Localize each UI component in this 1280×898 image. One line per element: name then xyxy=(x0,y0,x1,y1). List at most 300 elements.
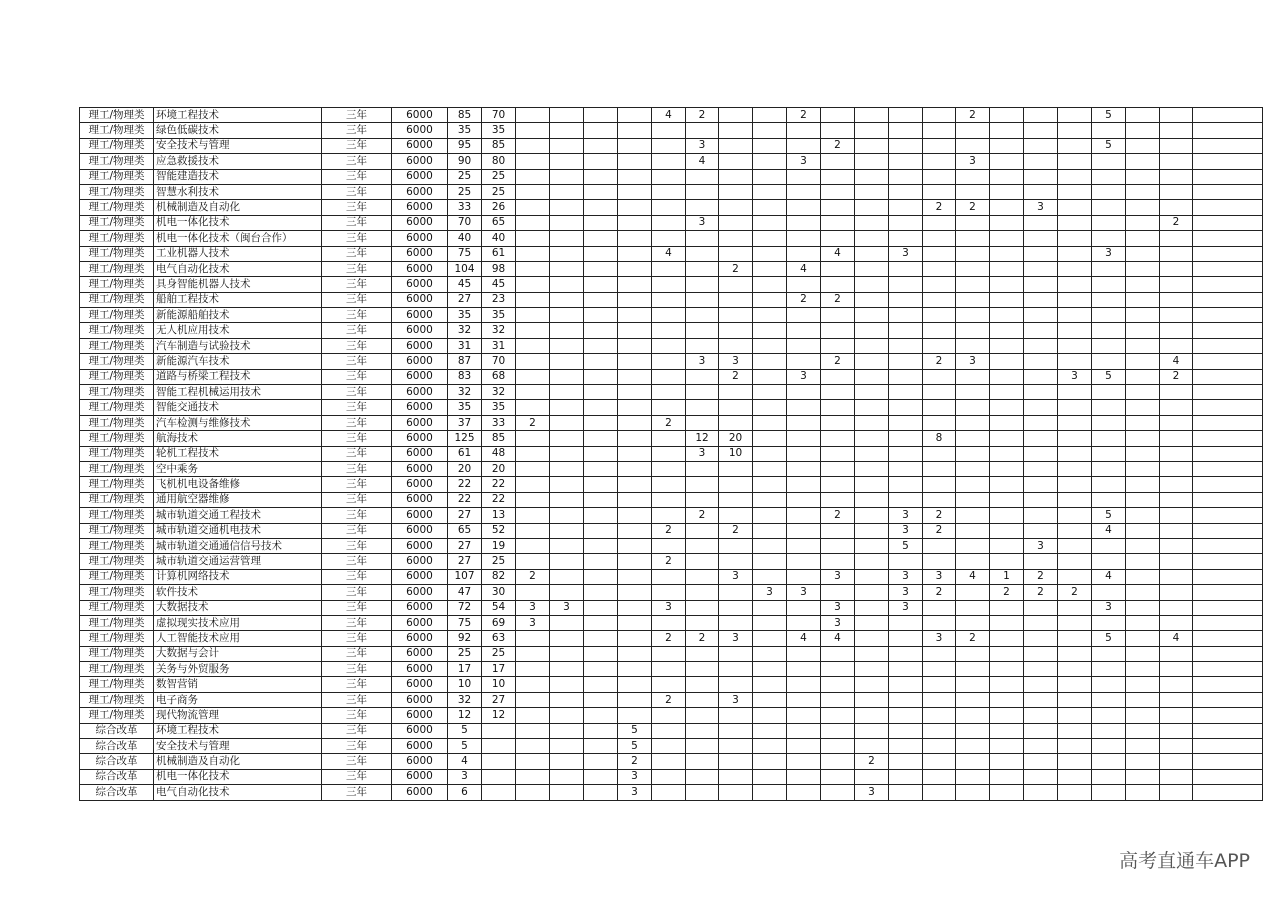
years-cell: 三年 xyxy=(322,323,392,338)
quota-cell xyxy=(584,246,618,261)
tuition-cell: 6000 xyxy=(392,169,448,184)
quota-cell xyxy=(686,461,719,476)
plan-count-cell: 25 xyxy=(448,646,482,661)
plan-count-cell: 35 xyxy=(448,123,482,138)
category-cell: 理工/物理类 xyxy=(80,446,154,461)
quota-cell xyxy=(1193,769,1263,784)
quota-cell xyxy=(516,631,550,646)
quota-cell xyxy=(1024,492,1058,507)
quota-cell xyxy=(787,754,821,769)
years-cell: 三年 xyxy=(322,492,392,507)
table-row xyxy=(80,754,1263,769)
quota-cell xyxy=(1193,600,1263,615)
quota-cell xyxy=(923,415,956,430)
quota-cell xyxy=(1160,308,1193,323)
quota-cell xyxy=(1126,508,1160,523)
quota-cell: 3 xyxy=(686,138,719,153)
quota-cell xyxy=(584,523,618,538)
quota-cell xyxy=(584,508,618,523)
quota-cell: 3 xyxy=(787,585,821,600)
quota-cell xyxy=(1160,785,1193,800)
quota-cell xyxy=(990,108,1024,123)
quota-cell xyxy=(550,569,584,584)
quota-cell xyxy=(1058,461,1092,476)
quota-cell xyxy=(1193,261,1263,276)
major-cell: 环境工程技术 xyxy=(154,723,322,738)
quota-cell xyxy=(821,323,855,338)
quota-cell: 2 xyxy=(618,754,652,769)
quota-cell xyxy=(1193,246,1263,261)
tuition-cell: 6000 xyxy=(392,415,448,430)
quota-cell xyxy=(652,677,686,692)
tuition-cell: 6000 xyxy=(392,723,448,738)
quota-cell xyxy=(1024,615,1058,630)
quota-cell xyxy=(550,508,584,523)
quota-cell xyxy=(753,261,787,276)
quota-cell xyxy=(1024,261,1058,276)
category-cell: 理工/物理类 xyxy=(80,323,154,338)
quota-cell xyxy=(923,662,956,677)
quota-cell xyxy=(923,246,956,261)
quota-cell xyxy=(686,277,719,292)
quota-cell xyxy=(1058,492,1092,507)
quota-cell xyxy=(787,446,821,461)
quota-cell xyxy=(923,615,956,630)
quota-cell xyxy=(516,184,550,199)
quota-cell xyxy=(923,477,956,492)
quota-cell xyxy=(787,184,821,199)
category-cell: 理工/物理类 xyxy=(80,615,154,630)
sub-count-cell xyxy=(482,754,516,769)
quota-cell xyxy=(550,431,584,446)
quota-cell xyxy=(1160,277,1193,292)
quota-cell xyxy=(889,477,923,492)
quota-cell xyxy=(686,769,719,784)
quota-cell xyxy=(1058,508,1092,523)
quota-cell xyxy=(1092,585,1126,600)
quota-cell xyxy=(652,138,686,153)
quota-cell xyxy=(787,662,821,677)
quota-cell xyxy=(1092,785,1126,800)
quota-cell xyxy=(652,154,686,169)
quota-cell: 2 xyxy=(821,508,855,523)
quota-cell xyxy=(550,723,584,738)
years-cell: 三年 xyxy=(322,308,392,323)
quota-cell xyxy=(1193,138,1263,153)
table-row xyxy=(80,708,1263,723)
major-cell: 城市轨道交通通信信号技术 xyxy=(154,538,322,553)
quota-cell xyxy=(753,785,787,800)
quota-cell: 3 xyxy=(923,569,956,584)
quota-cell xyxy=(1024,708,1058,723)
quota-cell xyxy=(1160,523,1193,538)
quota-cell xyxy=(787,431,821,446)
quota-cell xyxy=(652,323,686,338)
quota-cell xyxy=(855,369,889,384)
quota-cell xyxy=(753,323,787,338)
quota-cell xyxy=(1024,292,1058,307)
tuition-cell: 6000 xyxy=(392,569,448,584)
quota-cell xyxy=(855,723,889,738)
quota-cell xyxy=(990,631,1024,646)
quota-cell xyxy=(1024,246,1058,261)
quota-cell xyxy=(1092,277,1126,292)
quota-cell xyxy=(652,615,686,630)
quota-cell xyxy=(719,123,753,138)
quota-cell xyxy=(855,277,889,292)
tuition-cell: 6000 xyxy=(392,554,448,569)
table-row xyxy=(80,523,1263,538)
sub-count-cell xyxy=(482,769,516,784)
quota-cell xyxy=(1126,231,1160,246)
quota-cell xyxy=(618,523,652,538)
major-cell: 虚拟现实技术应用 xyxy=(154,615,322,630)
quota-cell xyxy=(923,385,956,400)
quota-cell xyxy=(889,415,923,430)
table-row xyxy=(80,615,1263,630)
quota-cell xyxy=(990,739,1024,754)
years-cell: 三年 xyxy=(322,415,392,430)
quota-cell xyxy=(753,446,787,461)
quota-cell xyxy=(1058,215,1092,230)
major-cell: 空中乘务 xyxy=(154,461,322,476)
quota-cell xyxy=(889,662,923,677)
quota-cell xyxy=(550,354,584,369)
quota-cell xyxy=(686,169,719,184)
table-row xyxy=(80,662,1263,677)
quota-cell xyxy=(1160,708,1193,723)
quota-cell xyxy=(787,246,821,261)
quota-cell: 3 xyxy=(787,154,821,169)
quota-cell xyxy=(686,492,719,507)
quota-cell xyxy=(753,292,787,307)
quota-cell xyxy=(956,138,990,153)
quota-cell: 3 xyxy=(719,692,753,707)
quota-cell xyxy=(550,662,584,677)
category-cell: 综合改革 xyxy=(80,754,154,769)
quota-cell xyxy=(753,200,787,215)
quota-cell xyxy=(889,123,923,138)
quota-cell xyxy=(584,600,618,615)
quota-cell xyxy=(889,692,923,707)
quota-cell xyxy=(1160,446,1193,461)
quota-cell xyxy=(618,184,652,199)
quota-cell xyxy=(956,338,990,353)
quota-cell xyxy=(1092,662,1126,677)
years-cell: 三年 xyxy=(322,461,392,476)
quota-cell xyxy=(990,123,1024,138)
category-cell: 理工/物理类 xyxy=(80,415,154,430)
quota-cell: 3 xyxy=(956,354,990,369)
quota-cell xyxy=(584,461,618,476)
quota-cell xyxy=(550,677,584,692)
quota-cell xyxy=(1126,769,1160,784)
quota-cell xyxy=(618,646,652,661)
quota-cell xyxy=(1024,400,1058,415)
quota-cell xyxy=(584,477,618,492)
table-row xyxy=(80,677,1263,692)
quota-cell xyxy=(618,600,652,615)
quota-cell xyxy=(1024,692,1058,707)
quota-cell xyxy=(1193,569,1263,584)
quota-cell xyxy=(923,169,956,184)
quota-cell xyxy=(584,154,618,169)
quota-cell xyxy=(584,231,618,246)
quota-cell xyxy=(855,231,889,246)
tuition-cell: 6000 xyxy=(392,338,448,353)
quota-cell xyxy=(1024,446,1058,461)
quota-cell xyxy=(1126,585,1160,600)
quota-cell: 5 xyxy=(1092,508,1126,523)
quota-cell xyxy=(516,646,550,661)
category-cell: 理工/物理类 xyxy=(80,354,154,369)
plan-count-cell: 92 xyxy=(448,631,482,646)
quota-cell xyxy=(956,415,990,430)
quota-cell xyxy=(753,215,787,230)
quota-cell xyxy=(1160,385,1193,400)
quota-cell xyxy=(855,523,889,538)
quota-cell xyxy=(889,646,923,661)
quota-cell xyxy=(1092,184,1126,199)
quota-cell xyxy=(753,169,787,184)
quota-cell xyxy=(618,477,652,492)
quota-cell xyxy=(1058,400,1092,415)
quota-cell xyxy=(1193,662,1263,677)
table-row xyxy=(80,308,1263,323)
quota-cell xyxy=(1193,354,1263,369)
sub-count-cell: 63 xyxy=(482,631,516,646)
quota-cell xyxy=(923,400,956,415)
quota-cell xyxy=(855,169,889,184)
major-cell: 新能源汽车技术 xyxy=(154,354,322,369)
quota-cell xyxy=(652,431,686,446)
table-row xyxy=(80,138,1263,153)
years-cell: 三年 xyxy=(322,692,392,707)
quota-cell: 3 xyxy=(855,785,889,800)
tuition-cell: 6000 xyxy=(392,231,448,246)
quota-cell xyxy=(584,184,618,199)
quota-cell xyxy=(584,369,618,384)
quota-cell: 3 xyxy=(719,631,753,646)
quota-cell xyxy=(787,708,821,723)
quota-cell xyxy=(990,415,1024,430)
category-cell: 理工/物理类 xyxy=(80,231,154,246)
table-row xyxy=(80,477,1263,492)
tuition-cell: 6000 xyxy=(392,246,448,261)
quota-cell xyxy=(1058,785,1092,800)
quota-cell xyxy=(753,338,787,353)
quota-cell xyxy=(1058,692,1092,707)
quota-cell xyxy=(1193,523,1263,538)
plan-count-cell: 4 xyxy=(448,754,482,769)
quota-cell xyxy=(956,169,990,184)
quota-cell xyxy=(1024,323,1058,338)
quota-cell xyxy=(719,400,753,415)
quota-cell xyxy=(719,308,753,323)
quota-cell xyxy=(1126,677,1160,692)
quota-cell xyxy=(719,108,753,123)
quota-cell xyxy=(1092,338,1126,353)
quota-cell: 2 xyxy=(719,523,753,538)
sub-count-cell: 61 xyxy=(482,246,516,261)
quota-cell xyxy=(1058,631,1092,646)
years-cell: 三年 xyxy=(322,246,392,261)
category-cell: 理工/物理类 xyxy=(80,154,154,169)
quota-cell xyxy=(990,369,1024,384)
years-cell: 三年 xyxy=(322,277,392,292)
quota-cell xyxy=(618,369,652,384)
quota-cell xyxy=(821,446,855,461)
category-cell: 理工/物理类 xyxy=(80,477,154,492)
quota-cell xyxy=(1024,415,1058,430)
sub-count-cell: 26 xyxy=(482,200,516,215)
quota-cell xyxy=(753,415,787,430)
quota-cell xyxy=(1058,431,1092,446)
category-cell: 理工/物理类 xyxy=(80,215,154,230)
quota-cell xyxy=(956,662,990,677)
quota-cell xyxy=(1092,554,1126,569)
quota-cell xyxy=(923,215,956,230)
quota-cell xyxy=(990,169,1024,184)
tuition-cell: 6000 xyxy=(392,261,448,276)
quota-cell xyxy=(753,739,787,754)
quota-cell xyxy=(1126,492,1160,507)
sub-count-cell: 19 xyxy=(482,538,516,553)
quota-cell xyxy=(787,385,821,400)
quota-cell xyxy=(821,739,855,754)
quota-cell xyxy=(652,261,686,276)
quota-cell xyxy=(1126,323,1160,338)
years-cell: 三年 xyxy=(322,646,392,661)
quota-cell xyxy=(855,323,889,338)
quota-cell xyxy=(686,261,719,276)
quota-cell xyxy=(923,154,956,169)
quota-cell xyxy=(1126,615,1160,630)
quota-cell xyxy=(618,492,652,507)
quota-cell: 3 xyxy=(787,369,821,384)
quota-cell xyxy=(516,385,550,400)
quota-cell xyxy=(1092,215,1126,230)
quota-cell xyxy=(1092,431,1126,446)
quota-cell xyxy=(855,569,889,584)
quota-cell xyxy=(1092,646,1126,661)
quota-cell xyxy=(923,277,956,292)
quota-cell xyxy=(787,785,821,800)
quota-cell xyxy=(1058,261,1092,276)
quota-cell xyxy=(516,169,550,184)
quota-cell xyxy=(1024,461,1058,476)
quota-cell xyxy=(821,646,855,661)
tuition-cell: 6000 xyxy=(392,492,448,507)
quota-cell xyxy=(618,308,652,323)
quota-cell: 5 xyxy=(618,739,652,754)
quota-cell xyxy=(1092,677,1126,692)
quota-cell xyxy=(1160,154,1193,169)
quota-cell xyxy=(1193,785,1263,800)
quota-cell xyxy=(787,277,821,292)
major-cell: 智能建造技术 xyxy=(154,169,322,184)
quota-cell xyxy=(1126,754,1160,769)
quota-cell: 4 xyxy=(787,631,821,646)
quota-cell xyxy=(550,200,584,215)
quota-cell: 3 xyxy=(550,600,584,615)
major-cell: 关务与外贸服务 xyxy=(154,662,322,677)
quota-cell xyxy=(516,338,550,353)
quota-cell xyxy=(821,261,855,276)
quota-cell xyxy=(1024,508,1058,523)
quota-cell xyxy=(1160,246,1193,261)
plan-count-cell: 27 xyxy=(448,508,482,523)
quota-cell xyxy=(923,769,956,784)
quota-cell xyxy=(550,138,584,153)
quota-cell xyxy=(956,538,990,553)
quota-cell xyxy=(686,585,719,600)
quota-cell xyxy=(1024,662,1058,677)
quota-cell xyxy=(652,538,686,553)
major-cell: 汽车检测与维修技术 xyxy=(154,415,322,430)
tuition-cell: 6000 xyxy=(392,523,448,538)
quota-cell xyxy=(652,754,686,769)
quota-cell xyxy=(686,569,719,584)
quota-cell xyxy=(550,739,584,754)
quota-cell xyxy=(618,631,652,646)
quota-cell xyxy=(855,431,889,446)
quota-cell xyxy=(550,169,584,184)
quota-cell xyxy=(855,631,889,646)
quota-cell xyxy=(652,369,686,384)
quota-cell: 4 xyxy=(652,108,686,123)
quota-cell xyxy=(787,554,821,569)
quota-cell xyxy=(956,385,990,400)
quota-cell xyxy=(686,754,719,769)
quota-cell xyxy=(889,338,923,353)
plan-count-cell: 45 xyxy=(448,277,482,292)
quota-cell xyxy=(990,323,1024,338)
quota-cell xyxy=(889,277,923,292)
quota-cell xyxy=(1160,754,1193,769)
category-cell: 理工/物理类 xyxy=(80,123,154,138)
quota-cell xyxy=(821,723,855,738)
quota-cell xyxy=(1058,600,1092,615)
quota-cell xyxy=(956,585,990,600)
quota-cell: 2 xyxy=(923,354,956,369)
quota-cell xyxy=(821,692,855,707)
plan-count-cell: 5 xyxy=(448,723,482,738)
quota-cell xyxy=(1058,754,1092,769)
quota-cell xyxy=(787,354,821,369)
years-cell: 三年 xyxy=(322,538,392,553)
quota-cell: 2 xyxy=(686,508,719,523)
quota-cell xyxy=(1160,108,1193,123)
quota-cell xyxy=(516,108,550,123)
quota-cell xyxy=(1024,523,1058,538)
table-row xyxy=(80,431,1263,446)
years-cell: 三年 xyxy=(322,215,392,230)
sub-count-cell: 33 xyxy=(482,415,516,430)
quota-cell xyxy=(855,138,889,153)
quota-cell xyxy=(516,477,550,492)
quota-cell xyxy=(1126,369,1160,384)
plan-count-cell: 125 xyxy=(448,431,482,446)
quota-cell xyxy=(855,554,889,569)
quota-cell xyxy=(719,554,753,569)
category-cell: 理工/物理类 xyxy=(80,308,154,323)
category-cell: 理工/物理类 xyxy=(80,662,154,677)
quota-cell xyxy=(923,108,956,123)
quota-cell xyxy=(1160,615,1193,630)
quota-cell xyxy=(1024,123,1058,138)
quota-cell xyxy=(618,385,652,400)
